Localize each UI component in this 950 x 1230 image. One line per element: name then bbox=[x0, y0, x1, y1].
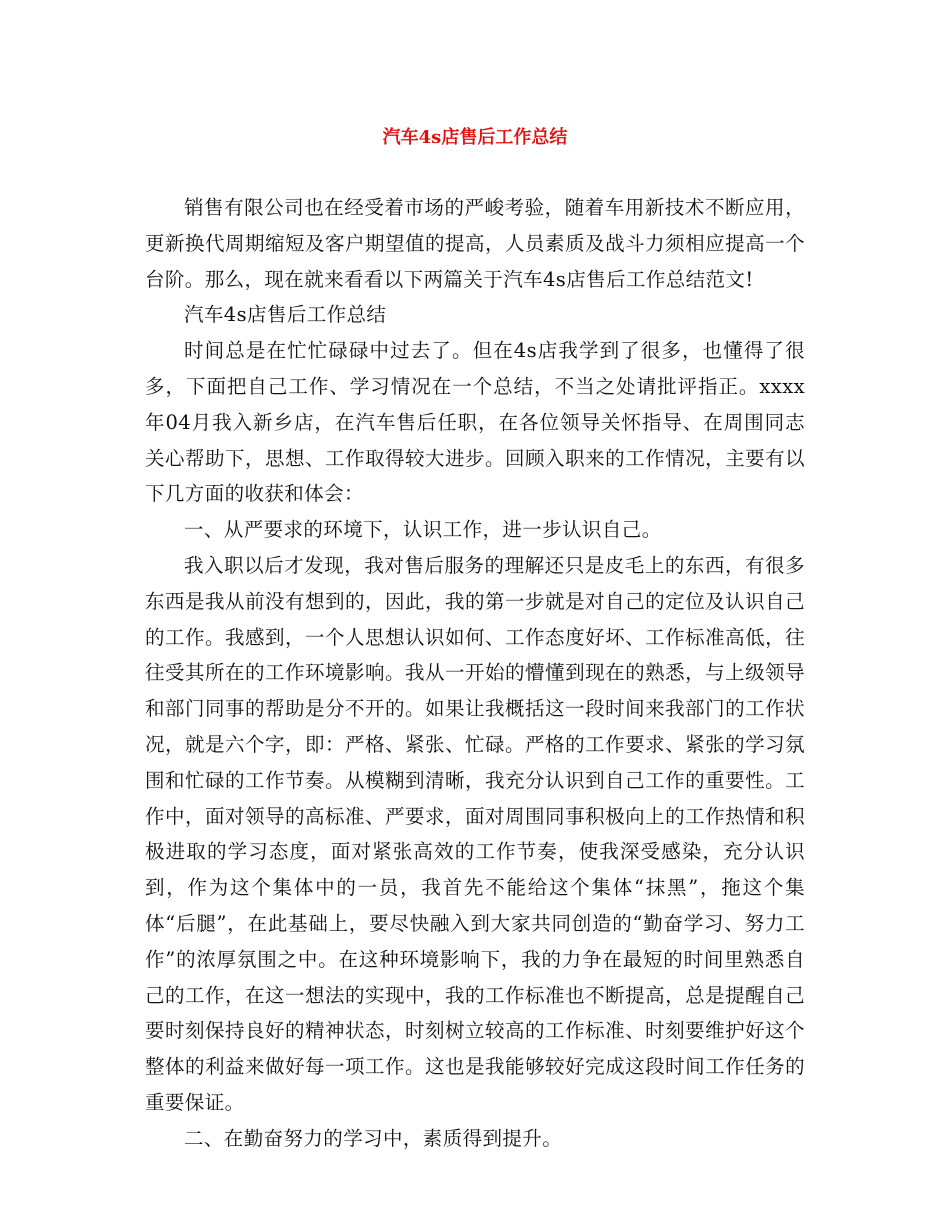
body-paragraph: 我入职以后才发现，我对售后服务的理解还只是皮毛上的东西，有很多东西是我从前没有想到的，因此，我的第一步就是对自己的定位及认识自己的工作。我感到，一个人思想认识如何、工作态度好坏、工作标准高低，往往受其所在的工作环境影响。我从一开始的懵懂到现在的熟悉，与上级领导和部门同事的帮助是分不开的。如果让我概括这一段时间来我部门的工作状况，就是六个字，即：严格、紧张、忙碌。严格的工作要求、紧张的学习氛围和忙碌的工作节奏。从模糊到清晰，我充分认识到自己工作的重要性。工作中，面对领导的高标准、严要求，面对周围同事积极向上的工作热情和积极进取的学习态度，面对紧张高效的工作节奏，使我深受感染，充分认识到，作为这个集体中的一员，我首先不能给这个集体“抹黑”，拖这个集体“后腿”，在此基础上，要尽快融入到大家共同创造的“勤奋学习、努力工作”的浓厚氛围之中。在这种环境影响下，我的力争在最短的时间里熟悉自己的工作，在这一想法的实现中，我的工作标准也不断提高，总是提醒自己要时刻保持良好的精神状态，时刻树立较高的工作标准、时刻要维护好这个整体的利益来做好每一项工作。这也是我能够较好完成这段时间工作任务的重要保证。 bbox=[145, 553, 805, 1114]
subsection-heading-2: 二、在勤奋努力的学习中，素质得到提升。 bbox=[184, 1126, 563, 1150]
body-paragraph: 时间总是在忙忙碌碌中过去了。但在4s店我学到了很多，也懂得了很多，下面把自己工作、学习情况在一个总结，不当之处请批评指正。xxxx年04月我入新乡店，在汽车售后任职，在各位领导关怀指导、在周围同志关心帮助下，思想、工作取得较大进步。回顾入职来的工作情况，主要有以下几方面的收获和体会： bbox=[145, 339, 805, 506]
document-body bbox=[145, 190, 805, 1157]
subsection-heading-1: 一、从严要求的环境下，认识工作，进一步认识自己。 bbox=[184, 518, 662, 542]
section-heading: 汽车4s店售后工作总结 bbox=[184, 303, 387, 327]
document-title: 汽车4s店售后工作总结 bbox=[382, 127, 568, 148]
intro-paragraph: 销售有限公司也在经受着市场的严峻考验，随着车用新技术不断应用，更新换代周期缩短及客户期望值的提高，人员素质及战斗力须相应提高一个台阶。那么，现在就来看看以下两篇关于汽车4s店售后工作总结范文! bbox=[145, 196, 805, 291]
